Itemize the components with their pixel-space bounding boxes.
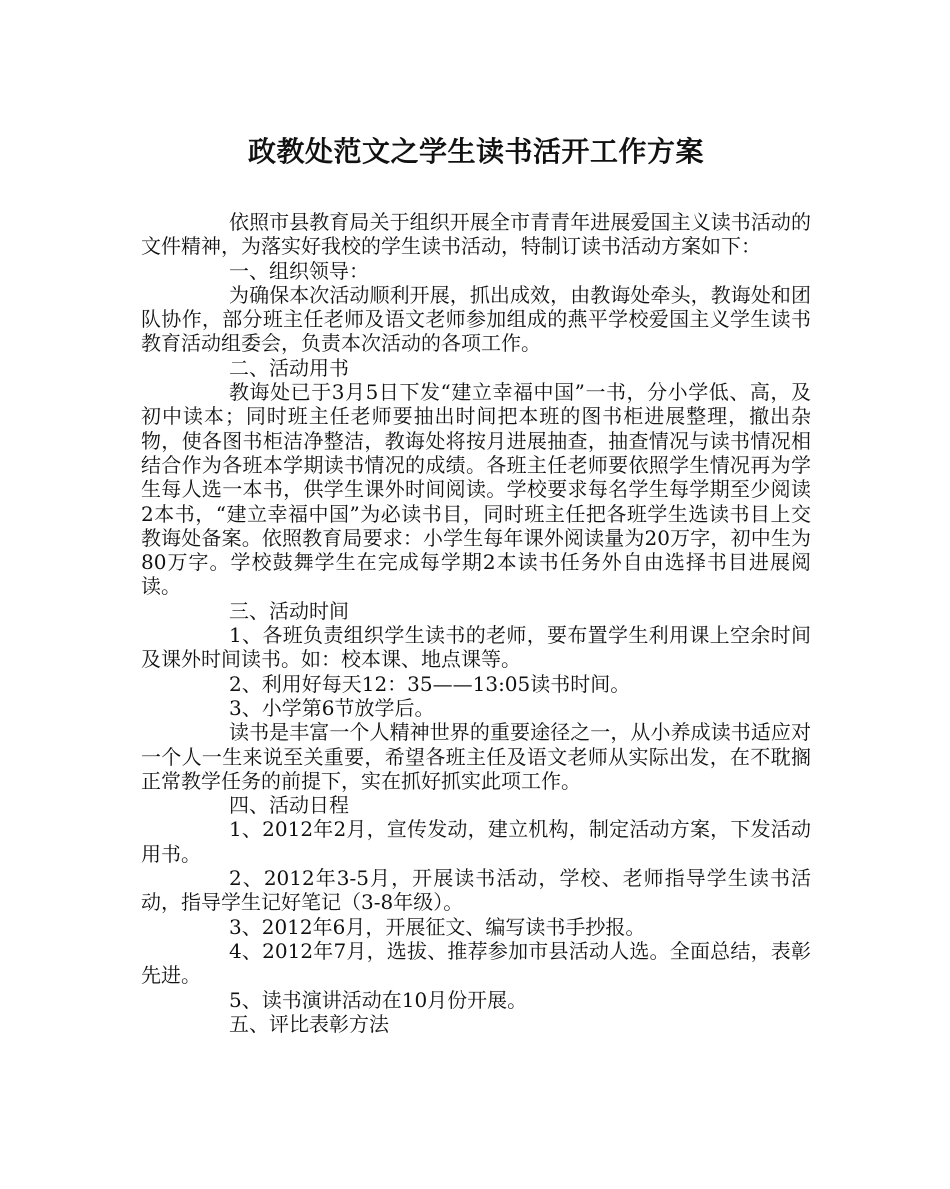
paragraph-organization: 为确保本次活动顺利开展，抓出成效，由教诲处牵头，教诲处和团队协作，部分班主任老师及语文老师参加组成的燕平学校爱国主义学生读书教育活动组委会，负责本次活动的各项工作。 <box>141 282 811 356</box>
list-item-schedule-3: 3、2012年6月，开展征文、编写读书手抄报。 <box>229 914 646 939</box>
list-item-schedule-1: 1、2012年2月，宣传发动，建立机构，制定活动方案，下发活动用书。 <box>141 817 811 866</box>
section-heading-schedule: 四、活动日程 <box>229 793 349 818</box>
document-title: 政教处范文之学生读书活开工作方案 <box>247 135 704 168</box>
paragraph-intro: 依照市县教育局关于组织开展全市青青年进展爱国主义读书活动的文件精神，为落实好我校的学生读书活动，特制订读书活动方案如下： <box>141 210 811 259</box>
paragraph-reading-importance: 读书是丰富一个人精神世界的重要途径之一，从小养成读书适应对一个人一生来说至关重要，希望各班主任及语文老师从实际出发，在不耽搁正常教学任务的前提下，实在抓好抓实此项工作。 <box>141 720 811 793</box>
section-heading-time: 三、活动时间 <box>229 598 349 623</box>
list-item-time-3: 3、小学第6节放学后。 <box>229 695 435 720</box>
section-heading-awards: 五、评比表彰方法 <box>229 1011 389 1036</box>
list-item-schedule-4: 4、2012年7月，选拔、推荐参加市县活动人选。全面总结，表彰先进。 <box>141 938 811 988</box>
list-item-schedule-5: 5、读书演讲活动在10月份开展。 <box>229 987 528 1012</box>
document-body <box>141 210 811 1036</box>
section-heading-organization: 一、组织领导： <box>229 258 369 283</box>
section-heading-books: 二、活动用书 <box>229 355 349 380</box>
list-item-time-1: 1、各班负责组织学生读书的老师，要布置学生利用课上空余时间及课外时间读书。如：校本课、地点课等。 <box>141 623 811 672</box>
document-page <box>141 130 811 1036</box>
list-item-schedule-2: 2、2012年3-5月，开展读书活动，学校、老师指导学生读书活动，指导学生记好笔记（3-8年级）。 <box>141 866 811 915</box>
paragraph-books: 教诲处已于3月5日下发“建立幸福中国”一书，分小学低、高，及初中读本；同时班主任老师要抽出时间把本班的图书柜进展整理，撤出杂物，使各图书柜洁净整洁，教诲处将按月进展抽查，抽查情况与读书情况相结合作为各班本学期读书情况的成绩。各班主任老师要依照学生情况再为学生每人选一本书，供学生课外时间阅读。学校要求每名学生每学期至少阅读2本书，“建立幸福中国”为必读书目，同时班主任把各班学生选读书目上交教诲处备案。依照教育局要求：小学生每年课外阅读量为20万字，初中生为80万字。学校鼓舞学生在完成每学期2本读书任务外自由选择书目进展阅读。 <box>141 380 811 599</box>
list-item-time-2: 2、利用好每天12：35——13:05读书时间。 <box>229 671 631 696</box>
